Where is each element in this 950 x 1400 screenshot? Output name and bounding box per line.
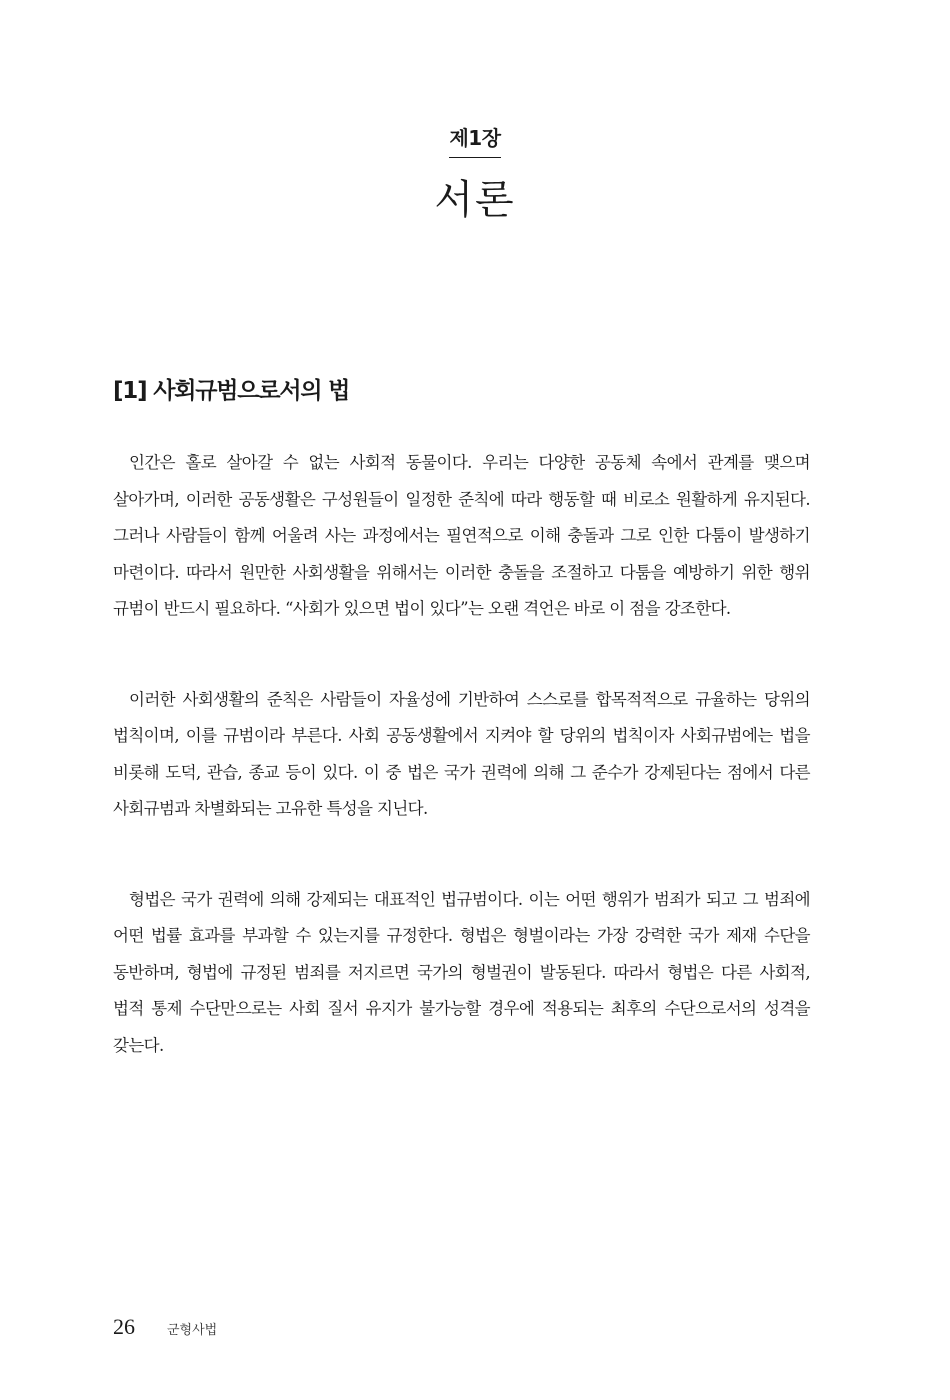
body-text [113, 445, 810, 1118]
chapter-title: 서론 [434, 177, 516, 223]
chapter-label-text: 제1장 [449, 122, 500, 158]
section-heading: [1] 사회규범으로서의 법 [113, 378, 350, 404]
chapter-label [0, 122, 950, 158]
paragraph: 인간은 홀로 살아갈 수 없는 사회적 동물이다. 우리는 다양한 공동체 속에서 관계를 맺으며 살아가며, 이러한 공동생활은 구성원들이 일정한 준칙에 따라 행동할 때 비로소 원활하게 유지된다. 그러나 사람들이 함께 어울려 사는 과정에서는 필연적으로 이해 충돌과 그로 인한 다툼이 발생하기 마련이다. 따라서 원만한 사회생활을 위해서는 이러한 충돌을 조절하고 다툼을 예방하기 위한 행위 규범이 반드시 필요하다. “사회가 있으면 법이 있다”는 오랜 격언은 바로 이 점을 강조한다. [113, 453, 810, 618]
paragraph: 형법은 국가 권력에 의해 강제되는 대표적인 법규범이다. 이는 어떤 행위가 범죄가 되고 그 범죄에 어떤 법률 효과를 부과할 수 있는지를 규정한다. 형법은 형벌이라는 가장 강력한 국가 제재 수단을 동반하며, 형법에 규정된 범죄를 저지르면 국가의 형벌권이 발동된다. 따라서 형법은 다른 사회적, 법적 통제 수단만으로는 사회 질서 유지가 불가능할 경우에 적용되는 최후의 수단으로서의 성격을 갖는다. [113, 889, 810, 1055]
page-footer [113, 1314, 217, 1340]
paragraph: 이러한 사회생활의 준칙은 사람들이 자율성에 기반하여 스스로를 합목적적으로 규율하는 당위의 법칙이며, 이를 규범이라 부른다. 사회 공동생활에서 지켜야 할 당위의 법칙이자 사회규범에는 법을 비롯해 도덕, 관습, 종교 등이 있다. 이 중 법은 국가 권력에 의해 그 준수가 강제된다는 점에서 다른 사회규범과 차별화되는 고유한 특성을 지닌다. [113, 689, 810, 818]
page-number: 26 [113, 1314, 135, 1339]
running-title: 군형사법 [167, 1323, 218, 1338]
